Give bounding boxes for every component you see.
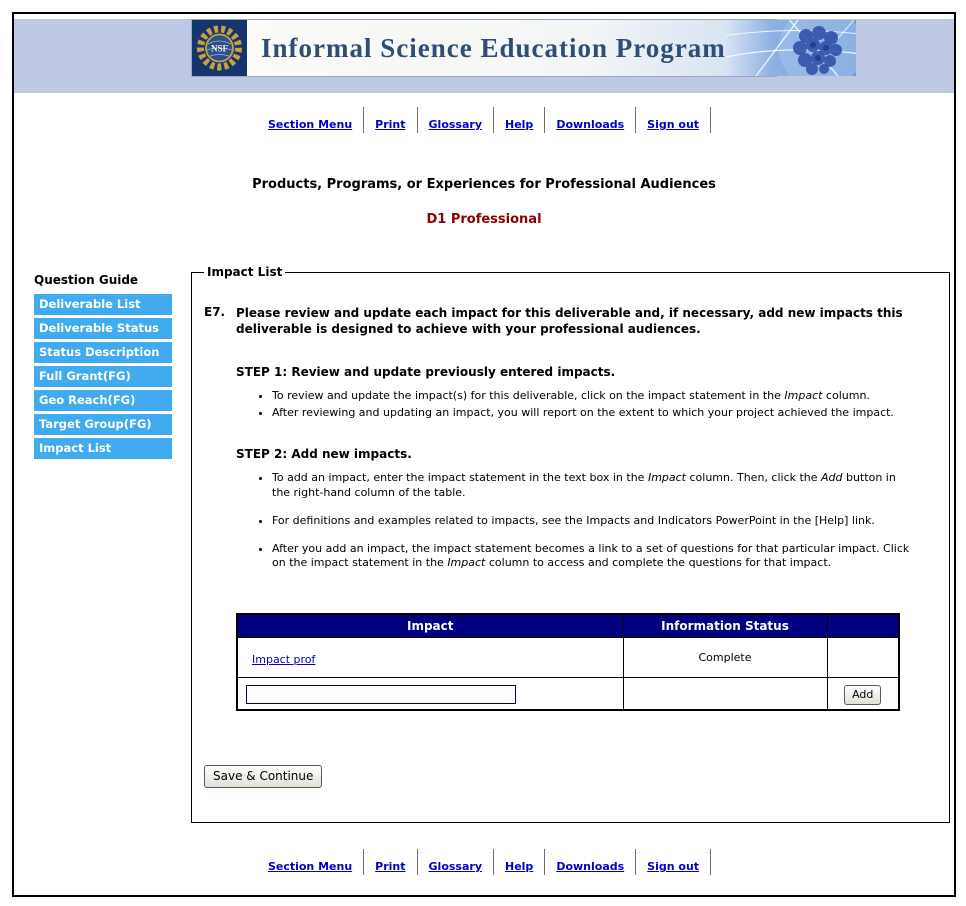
step2-bullet: • To add an impact, enter the impact statement in the text box in the Impact column. Then, click the Add button in the right-hand column of the table. [272, 471, 916, 501]
impact-cell [237, 637, 623, 677]
step2-bullet: • For definitions and examples related to impacts, see the Impacts and Indicators PowerPoint in the [Help] link. [272, 514, 916, 529]
question-e7 [204, 305, 937, 337]
nav-separator [710, 107, 711, 133]
question-text: Please review and update each impact for this deliverable and, if necessary, add new impacts this deliverable is designed to achieve with your professional audiences. [236, 306, 903, 337]
empty-status-cell [623, 677, 827, 710]
question-number: E7. [204, 305, 226, 319]
new-impact-cell [237, 677, 623, 710]
impact-table [236, 613, 900, 711]
step1-heading: STEP 1: Review and update previously entered impacts. [236, 365, 616, 380]
nav-link-print[interactable]: Print [375, 118, 406, 131]
table-header-row [237, 614, 899, 637]
nav-separator [710, 849, 711, 875]
nav-link-downloads[interactable]: Downloads [556, 860, 625, 873]
nav-link-print[interactable]: Print [375, 860, 406, 873]
question-guide-sidebar [34, 265, 172, 823]
header-band [14, 19, 954, 93]
banner-title-area [247, 20, 726, 76]
step2-bullets [256, 471, 916, 571]
nsf-logo-icon [192, 20, 247, 76]
sidebar-item-impact-list[interactable]: Impact List [34, 438, 172, 459]
nav-link-downloads[interactable]: Downloads [556, 118, 625, 131]
impact-list-fieldset [191, 265, 950, 823]
sidebar-title: Question Guide [34, 273, 139, 287]
add-button[interactable]: Add [844, 685, 881, 705]
sidebar-item-deliverable-list[interactable]: Deliverable List [34, 294, 172, 315]
add-cell [827, 677, 899, 710]
status-cell: Complete [623, 637, 827, 677]
step1-bullet: • After reviewing and updating an impact, you will report on the extent to which your project achieved the impact. [272, 406, 916, 421]
header-action [827, 614, 899, 637]
nav-link-glossary[interactable]: Glossary [428, 860, 482, 873]
sidebar-item-target-group[interactable]: Target Group(FG) [34, 414, 172, 435]
impact-prof-link[interactable]: Impact prof [252, 652, 316, 666]
sidebar-item-full-grant[interactable]: Full Grant(FG) [34, 366, 172, 387]
action-cell [827, 637, 899, 677]
header-impact: Impact [237, 614, 623, 637]
nav-link-section-menu[interactable]: Section Menu [267, 860, 353, 873]
nav-link-help[interactable]: Help [505, 118, 534, 131]
step2-heading: STEP 2: Add new impacts. [236, 447, 412, 462]
globe-graphic-icon [726, 20, 856, 76]
page-subtitle: D1 Professional [426, 212, 542, 227]
sidebar-item-deliverable-status[interactable]: Deliverable Status [34, 318, 172, 339]
svg-text:NSF: NSF [210, 43, 229, 54]
bottom-nav [14, 847, 954, 875]
nav-link-section-menu[interactable]: Section Menu [267, 118, 353, 131]
nav-link-sign-out[interactable]: Sign out [647, 860, 700, 873]
new-impact-input[interactable] [246, 685, 516, 704]
top-nav [14, 105, 954, 133]
content-row [14, 265, 954, 823]
fieldset-legend: Impact List [207, 265, 283, 279]
sidebar-item-status-description[interactable]: Status Description [34, 342, 172, 363]
banner-title: Informal Science Education Program [261, 32, 726, 63]
step2-bullet: • After you add an impact, the impact statement becomes a link to a set of questions for that particular impact. Click on the impact statement in the Impact column to access and complete the questions for that impact. [272, 542, 916, 572]
table-add-row [237, 677, 899, 710]
step1-bullet: • To review and update the impact(s) for this deliverable, click on the impact statement in the Impact column. [272, 389, 916, 404]
nav-link-sign-out[interactable]: Sign out [647, 118, 700, 131]
header-information-status: Information Status [623, 614, 827, 637]
table-row [237, 637, 899, 677]
page-frame [12, 12, 956, 897]
page-title: Products, Programs, or Experiences for Professional Audiences [252, 177, 716, 192]
nav-link-help[interactable]: Help [505, 860, 534, 873]
nav-link-glossary[interactable]: Glossary [428, 118, 482, 131]
sidebar-item-geo-reach[interactable]: Geo Reach(FG) [34, 390, 172, 411]
program-banner [191, 19, 777, 77]
save-continue-button[interactable]: Save & Continue [204, 765, 322, 788]
step1-bullets [256, 389, 916, 421]
